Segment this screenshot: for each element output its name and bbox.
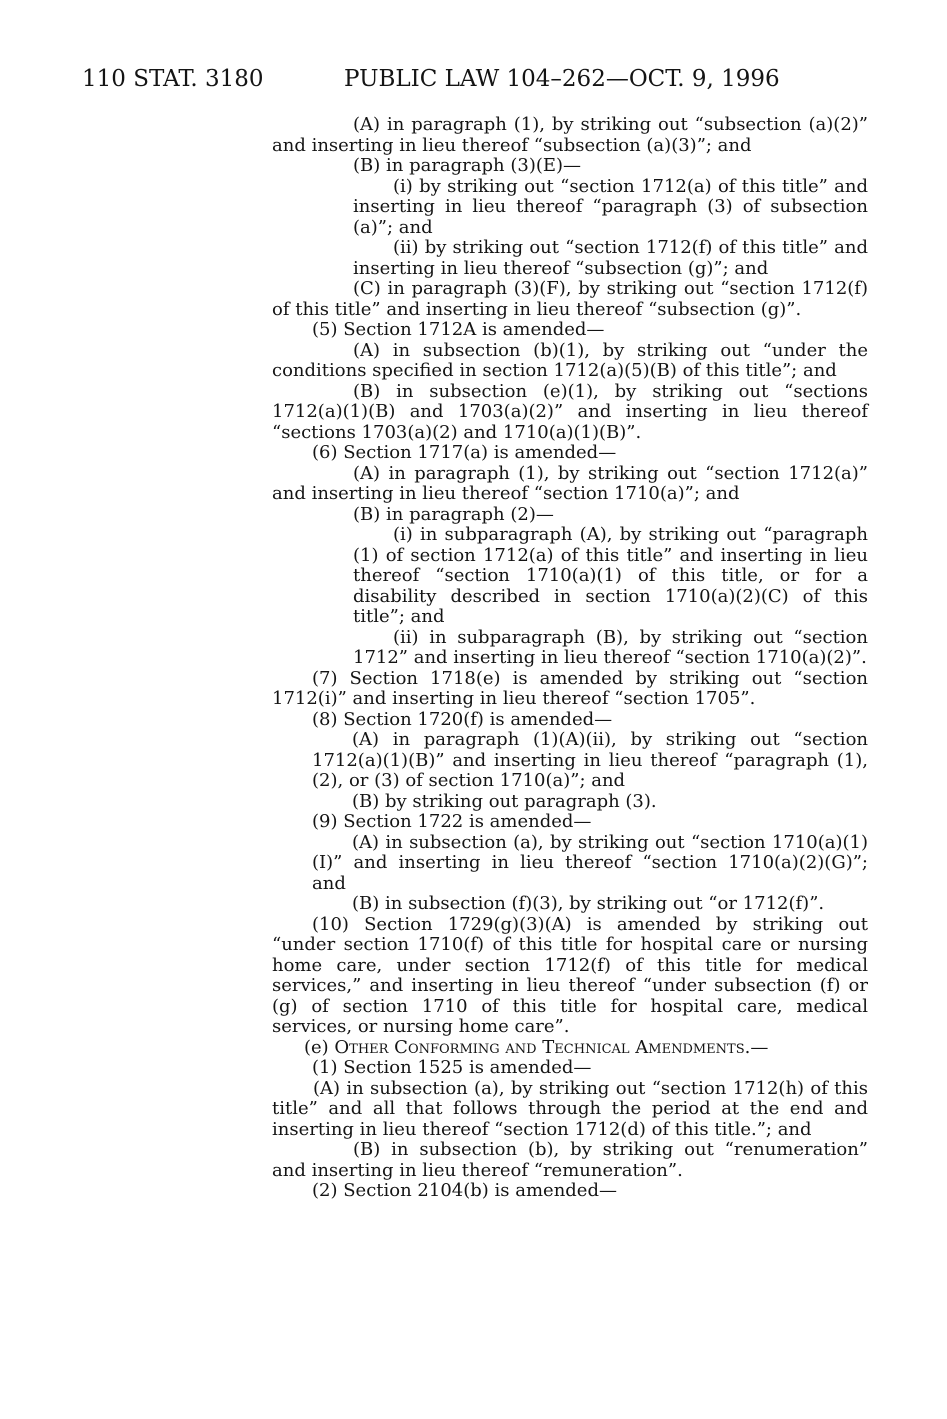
paragraph: (ii) by striking out “section 1712(f) of this title” and inserting in lieu thereof “subsection (g)”; and: [353, 237, 868, 279]
paragraph: (A) in subsection (a), by striking out “section 1712(h) of this title” and all that follows through the period at the end and inserting in lieu thereof “section 1712(d) of this title.”; and: [272, 1077, 868, 1140]
public-law-citation: PUBLIC LAW 104–262—OCT. 9, 1996: [344, 66, 780, 92]
paragraph: (A) in paragraph (1), by striking out “subsection (a)(2)” and inserting in lieu thereof “subsection (a)(3)”; and: [272, 114, 868, 156]
running-header: [82, 60, 882, 100]
paragraph: (C) in paragraph (3)(F), by striking out “section 1712(f) of this title” and inserting in lieu thereof “subsection (g)”.: [272, 278, 868, 320]
paragraph: (A) in paragraph (1)(A)(ii), by striking out “section 1712(a)(1)(B)” and inserting in lieu thereof “paragraph (1), (2), or (3) of section 1710(a)”; and: [312, 729, 868, 791]
paragraph: (B) in subsection (f)(3), by striking out “or 1712(f)”.: [352, 893, 825, 914]
paragraph: (5) Section 1712A is amended—: [312, 319, 605, 340]
subsection-title: Other Conforming and Technical Amendments: [334, 1036, 745, 1058]
subsection-heading: [272, 1038, 868, 1059]
paragraph: (10) Section 1729(g)(3)(A) is amended by striking out “under section 1710(f) of this title for hospital care or nursing home care, under section 1712(f) of this title for medical services,” and inserting in lieu thereof “under subsection (f) or (g) of section 1710 of this title for hospital care, medical services, or nursing home care”.: [272, 913, 868, 1037]
paragraph: (ii) in subparagraph (B), by striking out “section 1712” and inserting in lieu thereof “section 1710(a)(2)”.: [353, 626, 868, 668]
paragraph: (A) in paragraph (1), by striking out “section 1712(a)” and inserting in lieu thereof “section 1710(a)”; and: [272, 462, 868, 504]
paragraph: (i) by striking out “section 1712(a) of this title” and inserting in lieu thereof “paragraph (3) of subsection (a)”; and: [353, 175, 868, 238]
paragraph: (B) in paragraph (3)(E)—: [353, 155, 582, 176]
paragraph: (i) in subparagraph (A), by striking out “paragraph (1) of section 1712(a) of this title” and inserting in lieu thereof “section 1710(a)(1) of this title, or for a disability described in section 1710(a)(2)(C) of this title”; and: [353, 524, 868, 627]
paragraph: (1) Section 1525 is amended—: [312, 1057, 592, 1078]
paragraph: (A) in subsection (a), by striking out “section 1710(a)(1)(I)” and inserting in lieu thereof “section 1710(a)(2)(G)”; and: [312, 831, 868, 894]
paragraph: (A) in subsection (b)(1), by striking out “under the conditions specified in section 1712(a)(5)(B) of this title”; and: [272, 339, 868, 381]
paragraph: (B) in subsection (e)(1), by striking out “sections 1712(a)(1)(B) and 1703(a)(2)” and inserting in lieu thereof “sections 1703(a)(2) and 1710(a)(1)(B)”.: [272, 380, 868, 443]
paragraph: (B) in paragraph (2)—: [353, 503, 554, 525]
paragraph: (B) in subsection (b), by striking out “renumeration” and inserting in lieu thereof “remuneration”.: [272, 1139, 868, 1181]
statute-text: [272, 115, 868, 1202]
paragraph: (B) by striking out paragraph (3).: [352, 790, 657, 812]
subsection-dash: .—: [744, 1036, 769, 1058]
statute-page-number: 110 STAT. 3180: [82, 66, 264, 92]
paragraph: (2) Section 2104(b) is amended—: [312, 1180, 617, 1201]
subsection-label: (e): [304, 1036, 335, 1058]
paragraph: (9) Section 1722 is amended—: [312, 811, 592, 832]
paragraph: (7) Section 1718(e) is amended by striking out “section 1712(i)” and inserting in lieu thereof “section 1705”.: [272, 667, 868, 709]
paragraph: (6) Section 1717(a) is amended—: [312, 442, 617, 463]
paragraph: (8) Section 1720(f) is amended—: [312, 708, 613, 730]
